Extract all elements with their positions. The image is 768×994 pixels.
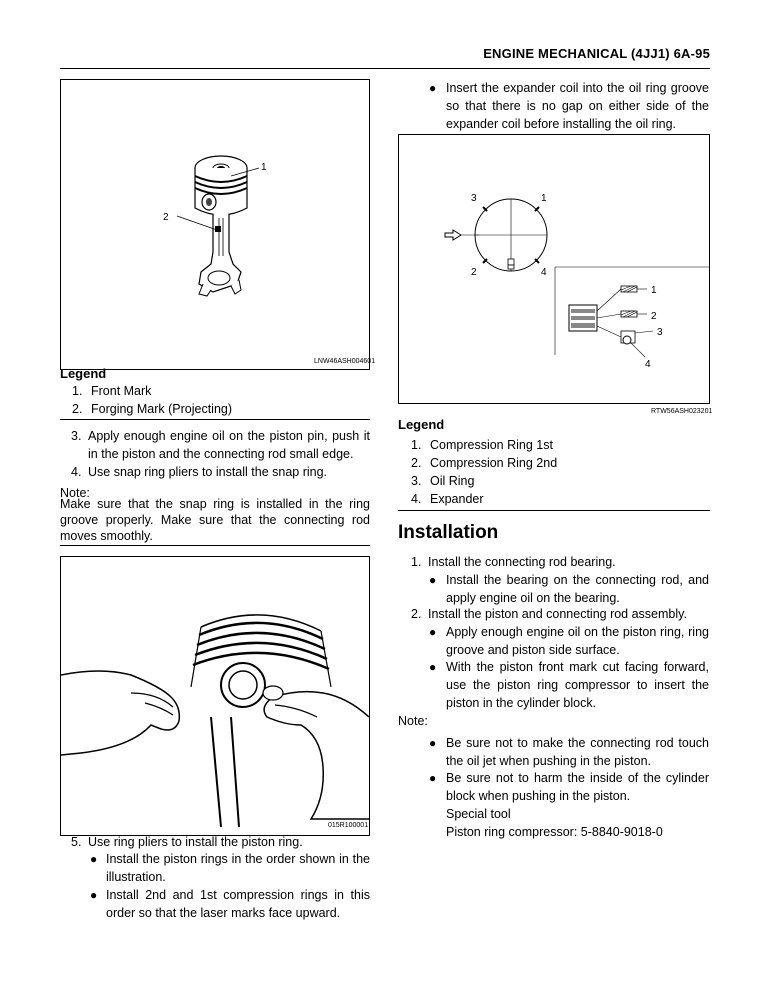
installation-heading: Installation (398, 522, 499, 543)
step5-bullet-1-marker: ● (90, 852, 98, 866)
install-step2-bullet-1: Apply enough engine oil on the piston ring, ring groove and piston side surface. (446, 625, 709, 657)
legend1-num-2: 2. (72, 402, 83, 416)
header-rule (60, 68, 710, 69)
step5-num: 5. (71, 835, 82, 849)
fig2-code: 015R100001 (328, 822, 369, 829)
ring-label-2: 2 (651, 311, 657, 322)
step5-bullet-2: Install 2nd and 1st compression rings in this order so that the laser marks face upward. (106, 888, 370, 920)
legend1-num-1: 1. (72, 384, 83, 398)
legend1-item-2: Forging Mark (Projecting) (91, 402, 233, 416)
step4-text: Use snap ring pliers to install the snap ring. (88, 465, 328, 479)
install-step2-bullet-2: With the piston front mark cut facing forward, use the piston ring compressor to insert the piston in the cylinder block. (446, 660, 709, 710)
legend2-num-2: 2. (411, 456, 422, 470)
install-note-bullet-1-marker: ● (429, 736, 437, 750)
note1-text: Make sure that the snap ring is installed in the ring groove properly. Make sure that the connecting rod moves smoothly. (60, 497, 370, 543)
legend2-num-3: 3. (411, 474, 422, 488)
step4-num: 4. (71, 465, 82, 479)
legend2-item-1: Compression Ring 1st (430, 438, 553, 452)
ring-label-3: 3 (657, 327, 663, 338)
note1-label: Note: (60, 486, 90, 500)
install-note-label: Note: (398, 714, 428, 728)
install-step1-bullet: Install the bearing on the connecting rod, and apply engine oil on the bearing. (446, 573, 709, 605)
fig3-code: RTW56ASH023201 (651, 408, 713, 415)
legend1-title: Legend (60, 366, 107, 381)
step3-text: Apply enough engine oil on the piston pin, push it in the piston and the connecting rod small edge. (88, 429, 370, 461)
circle-label-4: 4 (541, 267, 547, 278)
install-step2-bullet-2-marker: ● (429, 660, 437, 674)
circle-label-3: 3 (471, 193, 477, 204)
fig1-code: LNW46ASH004601 (314, 358, 376, 365)
legend2-item-2: Compression Ring 2nd (430, 456, 558, 470)
circle-label-1: 1 (541, 193, 547, 204)
step5-text: Use ring pliers to install the piston ring. (88, 835, 303, 849)
legend2-num-1: 1. (411, 438, 422, 452)
legend2-item-3: Oil Ring (430, 474, 475, 488)
legend2-num-4: 4. (411, 492, 422, 506)
step5-bullet-2-marker: ● (90, 888, 98, 902)
legend1-item-1: Front Mark (91, 384, 152, 398)
ring-gap-diagram (399, 135, 709, 403)
circle-label-2: 2 (471, 267, 477, 278)
install-note-bullet-2-marker: ● (429, 771, 437, 785)
install-note-bullet-1: Be sure not to make the connecting rod touch the oil jet when pushing in the piston. (446, 736, 709, 768)
figure-ring-pliers (60, 556, 370, 836)
install-step1-bullet-marker: ● (429, 573, 437, 587)
ring-label-4: 4 (645, 359, 651, 370)
ring-label-1: 1 (651, 285, 657, 296)
special-tool-value: Piston ring compressor: 5-8840-9018-0 (446, 825, 663, 839)
legend1-rule (60, 419, 370, 420)
install-step2-text: Install the piston and connecting rod assembly. (428, 607, 687, 621)
install-step2-num: 2. (411, 607, 422, 621)
install-step1-num: 1. (411, 555, 422, 569)
top-bullet-text: Insert the expander coil into the oil ring groove so that there is no gap on either side of the expander coil before installing the oil ring. (446, 81, 709, 131)
install-step1-text: Install the connecting rod bearing. (428, 555, 616, 569)
legend2-rule (398, 510, 710, 511)
step3-num: 3. (71, 429, 82, 443)
piston-rod-illustration (61, 80, 369, 369)
ring-pliers-illustration (61, 557, 369, 835)
legend2-item-4: Expander (430, 492, 484, 506)
figure-ring-gap (398, 134, 710, 404)
fig1-callout-1: 1 (261, 162, 267, 173)
install-step2-bullet-1-marker: ● (429, 625, 437, 639)
install-note-bullet-2: Be sure not to harm the inside of the cylinder block when pushing in the piston. (446, 771, 709, 803)
top-bullet-marker: ● (429, 81, 437, 95)
step5-bullet-1: Install the piston rings in the order shown in the illustration. (106, 852, 370, 884)
page-header-title: ENGINE MECHANICAL (4JJ1) 6A-95 (483, 46, 710, 61)
legend2-title: Legend (398, 417, 445, 432)
special-tool-label: Special tool (446, 807, 511, 821)
note1-rule (60, 545, 370, 546)
figure-piston-rod (60, 79, 370, 370)
fig1-callout-2: 2 (163, 212, 169, 223)
